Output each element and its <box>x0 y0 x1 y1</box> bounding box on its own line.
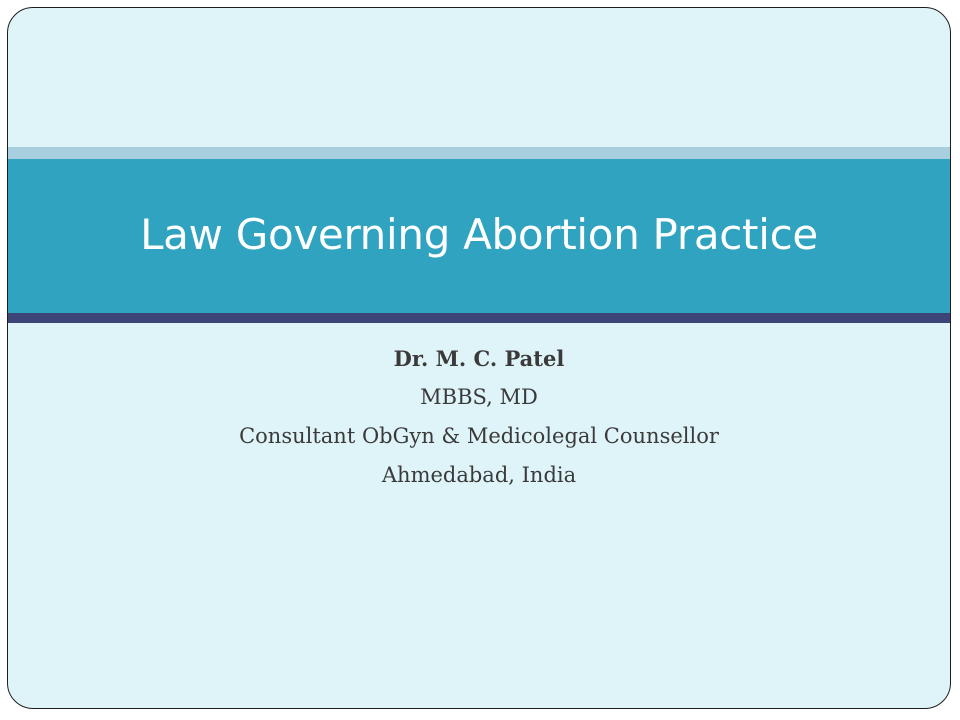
accent-stripe-dark <box>8 313 950 323</box>
author-location: Ahmedabad, India <box>381 463 577 487</box>
slide-title: Law Governing Abortion Practice <box>140 209 818 259</box>
author-role: Consultant ObGyn & Medicolegal Counsellor <box>239 424 719 448</box>
title-band <box>8 159 950 313</box>
author-name: Dr. M. C. Patel <box>393 346 565 371</box>
slide <box>7 7 951 709</box>
accent-stripe-light <box>8 147 950 159</box>
subtitle-block <box>8 339 950 495</box>
author-degrees: MBBS, MD <box>420 385 538 409</box>
